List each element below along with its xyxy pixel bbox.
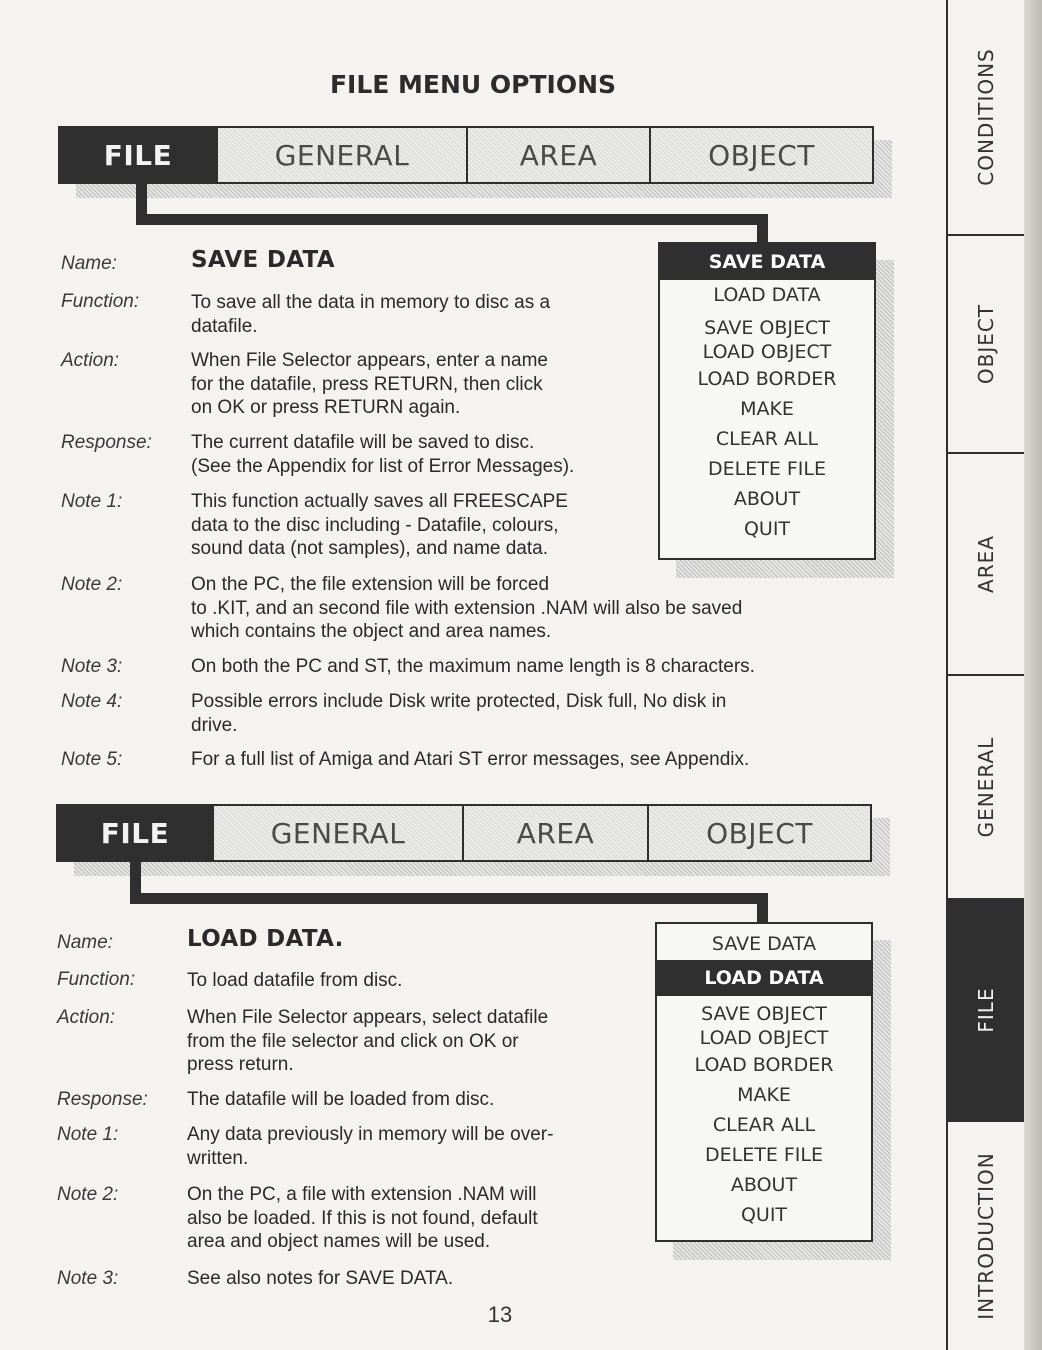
text-line: drive. xyxy=(191,714,238,736)
text-line: On the PC, the file extension will be forced xyxy=(191,574,550,595)
action-text xyxy=(191,349,646,420)
file-menu-dropdown xyxy=(655,922,873,1242)
note3-label: Note 3: xyxy=(57,1268,119,1289)
response-text xyxy=(191,431,651,478)
function-label: Function: xyxy=(57,969,136,990)
menu-item-delete-file[interactable]: DELETE FILE xyxy=(705,1144,823,1166)
menu-item-load-data[interactable]: LOAD DATA xyxy=(713,284,821,306)
connector-line xyxy=(757,214,768,244)
connector-line xyxy=(136,214,768,225)
menu-tab-general[interactable]: GENERAL xyxy=(214,804,464,862)
name-label: Name: xyxy=(57,932,113,953)
menu-tab-area[interactable]: AREA xyxy=(468,126,651,184)
side-tab-label: CONDITIONS xyxy=(974,48,998,186)
text-line: data to the disc including - Datafile, colours, xyxy=(191,514,559,536)
menu-item-load-object[interactable]: LOAD OBJECT xyxy=(699,1027,829,1049)
text-line: written. xyxy=(187,1147,249,1169)
page-title: FILE MENU OPTIONS xyxy=(329,70,617,99)
menu-item-make[interactable]: MAKE xyxy=(737,1084,791,1106)
text-line: sound data (not samples), and name data. xyxy=(191,538,549,559)
action-label: Action: xyxy=(57,1007,116,1028)
response-label: Response: xyxy=(61,432,152,453)
text-line: Possible errors include Disk write protected, Disk full, No disk in xyxy=(191,691,727,712)
text-line: to .KIT, and an second file with extension .NAM will also be saved xyxy=(191,597,743,619)
menu-item-save-object[interactable]: SAVE OBJECT xyxy=(704,317,830,339)
text-line: on OK or press RETURN again. xyxy=(191,397,461,418)
side-tab-label: FILE xyxy=(974,987,998,1033)
connector-line xyxy=(757,893,768,923)
page-number: 13 xyxy=(487,1302,513,1327)
action-text xyxy=(187,1006,642,1077)
text-line: area and object names will be used. xyxy=(187,1231,491,1252)
menu-item-load-border[interactable]: LOAD BORDER xyxy=(694,1054,834,1076)
name-label: Name: xyxy=(61,253,117,274)
note3-text: See also notes for SAVE DATA. xyxy=(187,1268,454,1289)
page-edge xyxy=(1024,0,1042,1350)
menu-item-save-object[interactable]: SAVE OBJECT xyxy=(701,1003,827,1025)
menu-item-quit[interactable]: QUIT xyxy=(743,518,791,540)
menu-bar xyxy=(56,804,872,862)
side-tab-label: OBJECT xyxy=(974,303,998,385)
function-label: Function: xyxy=(61,291,140,312)
menu-item-about[interactable]: ABOUT xyxy=(730,1174,798,1196)
menu-item-delete-file[interactable]: DELETE FILE xyxy=(708,458,826,480)
menu-tab-object[interactable]: OBJECT xyxy=(649,804,872,862)
function-text: To load datafile from disc. xyxy=(187,970,403,991)
side-tab-area[interactable] xyxy=(948,454,1024,676)
option-name: SAVE DATA xyxy=(191,247,335,273)
side-tab-object[interactable] xyxy=(948,236,1024,454)
side-tab-file[interactable] xyxy=(948,900,1024,1122)
text-line: On the PC, a file with extension .NAM will xyxy=(187,1184,537,1205)
side-tab-introduction[interactable] xyxy=(948,1122,1024,1350)
note4-text xyxy=(191,690,901,737)
menu-item-load-border[interactable]: LOAD BORDER xyxy=(697,368,837,390)
text-line: This function actually saves all FREESCAPE xyxy=(191,491,568,512)
text-line: datafile. xyxy=(191,315,258,337)
menu-tab-file[interactable]: FILE xyxy=(58,126,218,184)
connector-line xyxy=(130,893,768,904)
note2-text xyxy=(187,1183,642,1254)
side-tab-label: INTRODUCTION xyxy=(974,1152,998,1320)
text-line: which contains the object and area names. xyxy=(191,621,552,642)
menu-tab-object[interactable]: OBJECT xyxy=(651,126,874,184)
text-line: also be loaded. If this is not found, default xyxy=(187,1207,538,1229)
response-text: The datafile will be loaded from disc. xyxy=(187,1089,495,1110)
menu-item-load-object[interactable]: LOAD OBJECT xyxy=(702,341,832,363)
menu-bar xyxy=(58,126,874,184)
menu-item-quit[interactable]: QUIT xyxy=(740,1204,788,1226)
note4-label: Note 4: xyxy=(61,691,123,712)
menu-item-save-data[interactable]: SAVE DATA xyxy=(660,244,874,280)
section-tabs xyxy=(946,0,1042,1350)
note2-text xyxy=(191,573,901,644)
text-line: When File Selector appears, select datafile xyxy=(187,1007,549,1028)
side-tab-general[interactable] xyxy=(948,676,1024,900)
note5-label: Note 5: xyxy=(61,749,123,770)
side-tab-label: AREA xyxy=(974,535,998,593)
note1-text xyxy=(187,1123,642,1170)
text-line: The current datafile will be saved to disc. xyxy=(191,432,535,453)
note3-label: Note 3: xyxy=(61,656,123,677)
response-label: Response: xyxy=(57,1089,148,1110)
menu-tab-file[interactable]: FILE xyxy=(56,804,214,862)
text-line: from the file selector and click on OK or xyxy=(187,1030,519,1052)
text-line: for the datafile, press RETURN, then click xyxy=(191,373,543,395)
menu-item-save-data[interactable]: SAVE DATA xyxy=(711,933,817,955)
text-line: To save all the data in memory to disc as a xyxy=(191,292,551,313)
note2-label: Note 2: xyxy=(57,1184,119,1205)
menu-item-load-data[interactable]: LOAD DATA xyxy=(657,960,871,996)
note1-text xyxy=(191,490,651,561)
text-line: press return. xyxy=(187,1054,294,1075)
menu-tab-general[interactable]: GENERAL xyxy=(218,126,468,184)
menu-item-clear-all[interactable]: CLEAR ALL xyxy=(715,428,819,450)
text-line: When File Selector appears, enter a name xyxy=(191,350,548,371)
menu-item-about[interactable]: ABOUT xyxy=(733,488,801,510)
menu-item-make[interactable]: MAKE xyxy=(740,398,794,420)
menu-item-clear-all[interactable]: CLEAR ALL xyxy=(712,1114,816,1136)
note1-label: Note 1: xyxy=(57,1124,119,1145)
function-text xyxy=(191,291,646,338)
note3-text: On both the PC and ST, the maximum name length is 8 characters. xyxy=(191,656,755,677)
note5-text: For a full list of Amiga and Atari ST error messages, see Appendix. xyxy=(191,749,750,770)
file-menu-dropdown xyxy=(658,242,876,560)
text-line: (See the Appendix for list of Error Messages). xyxy=(191,455,575,477)
side-tab-label: GENERAL xyxy=(974,736,998,838)
text-line: Any data previously in memory will be over- xyxy=(187,1124,554,1145)
side-tab-conditions[interactable] xyxy=(948,0,1024,236)
note1-label: Note 1: xyxy=(61,491,123,512)
action-label: Action: xyxy=(61,350,120,371)
menu-tab-area[interactable]: AREA xyxy=(464,804,649,862)
option-name: LOAD DATA. xyxy=(187,926,344,952)
note2-label: Note 2: xyxy=(61,574,123,595)
